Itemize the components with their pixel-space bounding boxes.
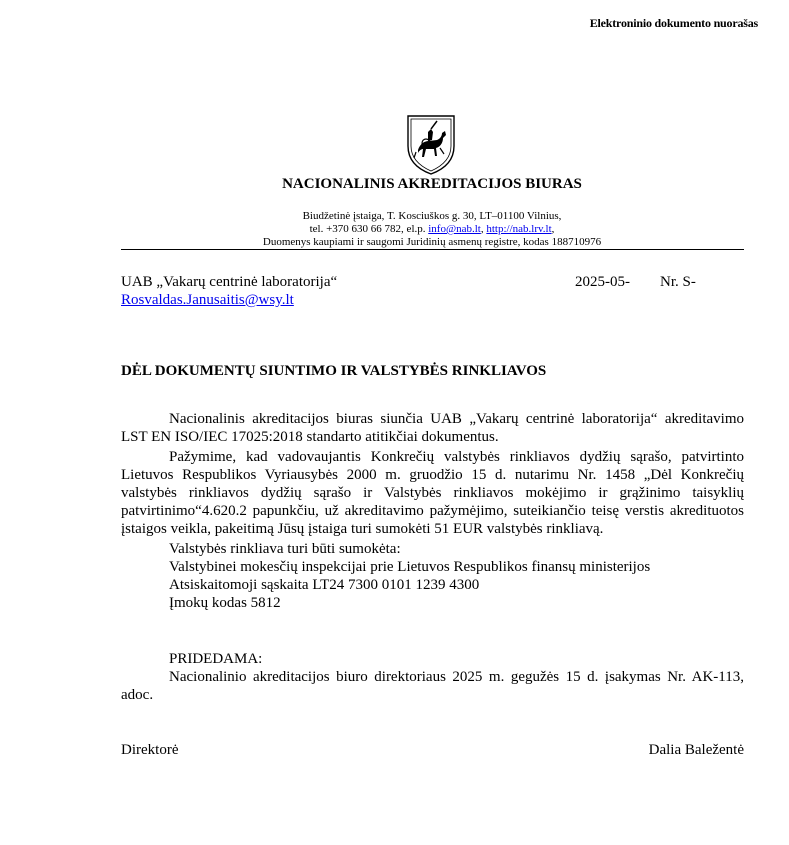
header-divider: [121, 249, 744, 250]
payment-account: Atsiskaitomoji sąskaita LT24 7300 0101 1239 4300: [169, 577, 480, 593]
document-date: 2025-05-: [575, 274, 630, 290]
organization-contacts: [0, 223, 789, 236]
recipient-email-link[interactable]: Rosvaldas.Janusaitis@wsy.lt: [121, 292, 294, 308]
document-copy-note: Elektroninio dokumento nuorašas: [589, 16, 758, 30]
payment-intro: Valstybės rinkliava turi būti sumokėta:: [169, 541, 401, 557]
attachment-label: PRIDEDAMA:: [169, 651, 263, 667]
body-paragraph-1: Nacionalinis akreditacijos biuras siunčia UAB „Vakarų centrinė laboratorija“ akreditavimo LST EN ISO/IEC 17025:2018 standarto atitikčiai dokumentus.: [121, 411, 744, 445]
organization-email-link[interactable]: info@nab.lt: [428, 223, 481, 235]
signatory-title: Direktorė: [121, 742, 179, 758]
document-subject: DĖL DOKUMENTŲ SIUNTIMO IR VALSTYBĖS RINKLIAVOS: [121, 363, 547, 379]
organization-name: NACIONALINIS AKREDITACIJOS BIURAS: [282, 176, 582, 192]
payment-recipient: Valstybinei mokesčių inspekcijai prie Lietuvos Respublikos finansų ministerijos: [169, 559, 651, 575]
document-number: Nr. S-: [660, 274, 696, 290]
signatory-name: Dalia Baležentė: [648, 742, 744, 758]
payment-code: Įmokų kodas 5812: [169, 595, 281, 611]
coat-of-arms-icon: [404, 112, 458, 176]
body-paragraph-2: Pažymime, kad vadovaujantis Konkrečių valstybės rinkliavos dydžių sąrašo, patvirtinto Lietuvos Respublikos Vyriausybės 2000 m. gruodžio 15 d. nutarimu Nr. 1458 „Dėl Konkrečių valstybės rinkliavos dydžių sąrašo ir Valstybės rinkliavos mokėjimo ir grąžinimo taisyklių patvirtinimo“4.620.2 papunkčiu, už akreditavimo pažymėjimo, suteikiančio teisę verstis akredituotos įstaigos veikla, pakeitimą Jūsų įstaiga turi sumokėti 51 EUR valstybės rinkliavą.: [121, 449, 744, 537]
recipient-name: UAB „Vakarų centrinė laboratorija“: [121, 274, 338, 290]
organization-website-link[interactable]: http://nab.lrv.lt: [486, 223, 552, 235]
organization-registry: Duomenys kaupiami ir saugomi Juridinių asmenų registre, kodas 188710976: [262, 236, 602, 248]
attachment-text: Nacionalinio akreditacijos biuro direktoriaus 2025 m. gegužės 15 d. įsakymas Nr. AK-113, adoc.: [121, 669, 744, 703]
organization-address: Biudžetinė įstaiga, T. Kosciuškos g. 30, LT–01100 Vilnius,: [302, 210, 562, 222]
contact-suffix: ,: [551, 223, 555, 235]
contact-separator: ,: [480, 223, 487, 235]
contact-prefix: tel. +370 630 66 782, el.p.: [309, 223, 429, 235]
